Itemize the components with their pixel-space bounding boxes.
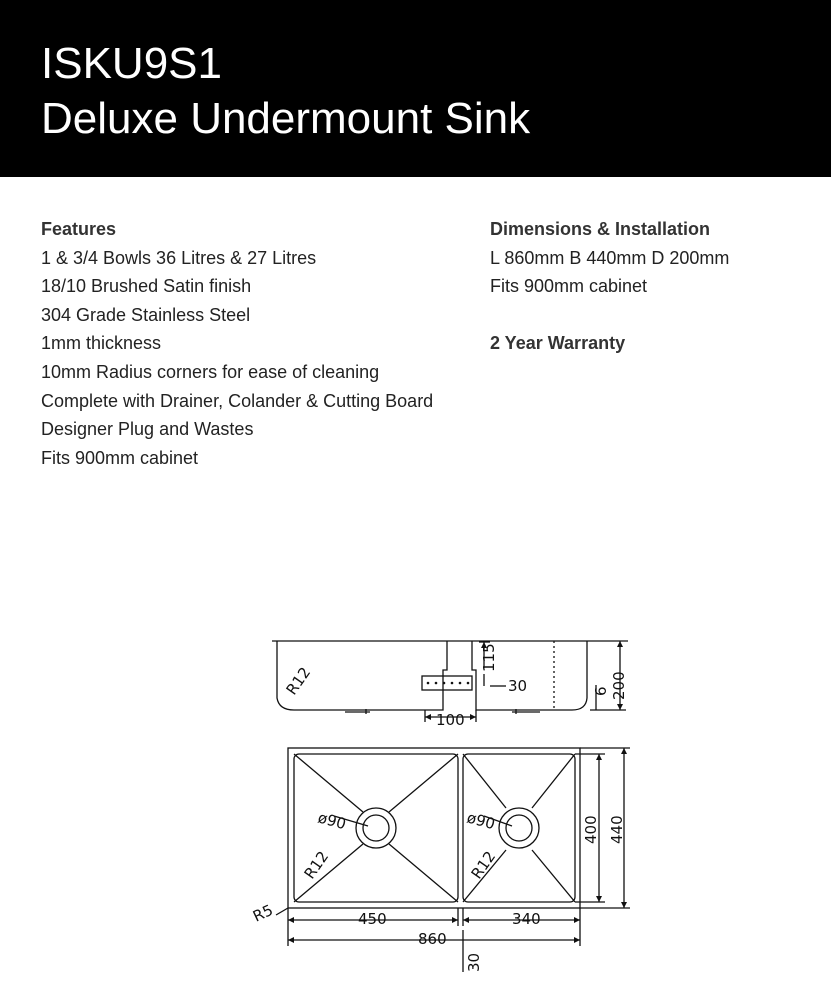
feature-item: Designer Plug and Wastes xyxy=(41,419,254,440)
label-6: 6 xyxy=(592,686,610,696)
label-450: 450 xyxy=(358,910,387,928)
label-100: 100 xyxy=(436,711,465,729)
label-340: 340 xyxy=(512,910,541,928)
feature-item: 304 Grade Stainless Steel xyxy=(41,304,251,325)
side-board-bracket xyxy=(422,676,472,690)
feature-item: Fits 900mm cabinet xyxy=(41,447,199,468)
drain-large xyxy=(356,808,396,848)
label-side-r12: R12 xyxy=(282,663,315,699)
label-r5: R5 xyxy=(250,900,276,926)
label-r12-left: R12 xyxy=(300,847,333,883)
header-banner xyxy=(0,0,831,177)
feature-item: 18/10 Brushed Satin finish xyxy=(41,276,252,297)
feature-item: 10mm Radius corners for ease of cleaning xyxy=(41,361,380,382)
label-400: 400 xyxy=(582,815,600,844)
dimensions-section xyxy=(490,215,729,358)
dimension-item: L 860mm B 440mm D 200mm xyxy=(490,247,730,268)
feature-item: 1mm thickness xyxy=(41,333,162,354)
drain-small xyxy=(499,808,539,848)
label-d90-right: ø90 xyxy=(464,808,497,834)
sink-diagram-svg xyxy=(250,630,640,975)
top-bowl-large xyxy=(294,754,458,902)
feature-item: 1 & 3/4 Bowls 36 Litres & 27 Litres xyxy=(41,247,317,268)
label-115: 115 xyxy=(480,643,498,672)
label-30-top: 30 xyxy=(465,952,483,972)
label-440: 440 xyxy=(608,815,626,844)
feature-item: Complete with Drainer, Colander & Cutting Board xyxy=(41,390,434,411)
features-heading: Features xyxy=(41,219,117,239)
features-section xyxy=(41,215,433,472)
product-sku: ISKU9S1 xyxy=(41,39,222,88)
label-200: 200 xyxy=(610,671,628,700)
label-30-side: 30 xyxy=(508,677,528,695)
label-d90-left: ø90 xyxy=(315,808,348,834)
technical-drawing xyxy=(250,630,640,975)
dimension-item: Fits 900mm cabinet xyxy=(490,276,648,297)
label-860: 860 xyxy=(418,930,447,948)
warranty-text: 2 Year Warranty xyxy=(490,333,626,354)
product-title: Deluxe Undermount Sink xyxy=(41,94,531,143)
dimensions-heading: Dimensions & Installation xyxy=(490,219,711,239)
label-r12-right: R12 xyxy=(467,847,500,883)
